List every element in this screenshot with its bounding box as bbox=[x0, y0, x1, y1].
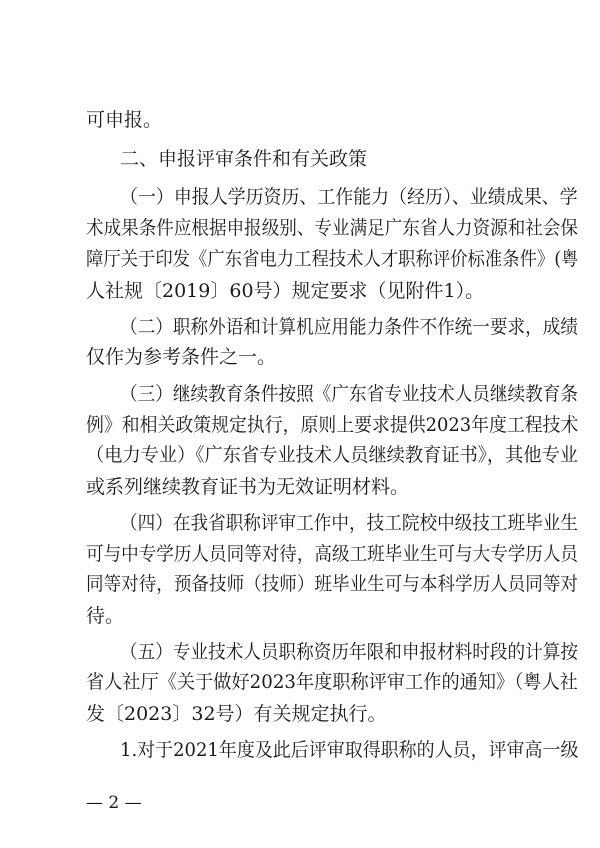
paragraph-1-line-3: 障厅关于印发《广东省电力工程技术人才职称评价标准条件》(粤 bbox=[86, 248, 579, 270]
paragraph-6-line-1: 1.对于2021年度及此后评审取得职称的人员，评审高一级 bbox=[120, 739, 579, 761]
paragraph-1-line-1: （一）申报人学历资历、工作能力（经历）、业绩成果、学 bbox=[120, 186, 578, 208]
paragraph-1-line-2: 术成果条件应根据申报级别、专业满足广东省人力资源和社会保 bbox=[86, 217, 579, 239]
paragraph-5-line-3: 发〔2023〕32号）有关规定执行。 bbox=[86, 703, 387, 725]
paragraph-4-line-3: 同等对待，预备技师（技师）班毕业生可与本科学历人员同等对 bbox=[86, 573, 579, 595]
paragraph-4-line-1: （四）在我省职称评审工作中，技工院校中级技工班毕业生 bbox=[120, 512, 579, 534]
paragraph-3-line-1: （三）继续教育条件按照《广东省专业技术人员继续教育条 bbox=[120, 383, 579, 405]
section-heading: 二、申报评审条件和有关政策 bbox=[120, 148, 368, 170]
paragraph-5-line-1: （五）专业技术人员职称资历年限和申报材料时段的计算按 bbox=[120, 641, 579, 663]
paragraph-3-line-2: 例》和相关政策规定执行，原则上要求提供2023年度工程技术 bbox=[86, 414, 579, 436]
paragraph-3-line-4: 或系列继续教育证书为无效证明材料。 bbox=[86, 476, 410, 498]
paragraph-3-line-3: （电力专业）《广东省专业技术人员继续教育证书》，其他专业 bbox=[86, 444, 579, 466]
text-line-continuation: 可申报。 bbox=[86, 109, 163, 131]
paragraph-4-line-2: 可与中专学历人员同等对待，高级工班毕业生可与大专学历人员 bbox=[86, 543, 579, 565]
paragraph-5-line-2: 省人社厅《关于做好2023年度职称评审工作的通知》（粤人社 bbox=[86, 671, 578, 693]
paragraph-4-line-4: 待。 bbox=[86, 605, 125, 627]
paragraph-2-line-1: （二）职称外语和计算机应用能力条件不作统一要求，成绩 bbox=[120, 316, 579, 338]
paragraph-1-line-4: 人社规〔2019〕60号）规定要求（见附件1）。 bbox=[86, 280, 485, 302]
page-number: — 2 — bbox=[86, 793, 142, 813]
paragraph-2-line-2: 仅作为参考条件之一。 bbox=[86, 346, 277, 368]
